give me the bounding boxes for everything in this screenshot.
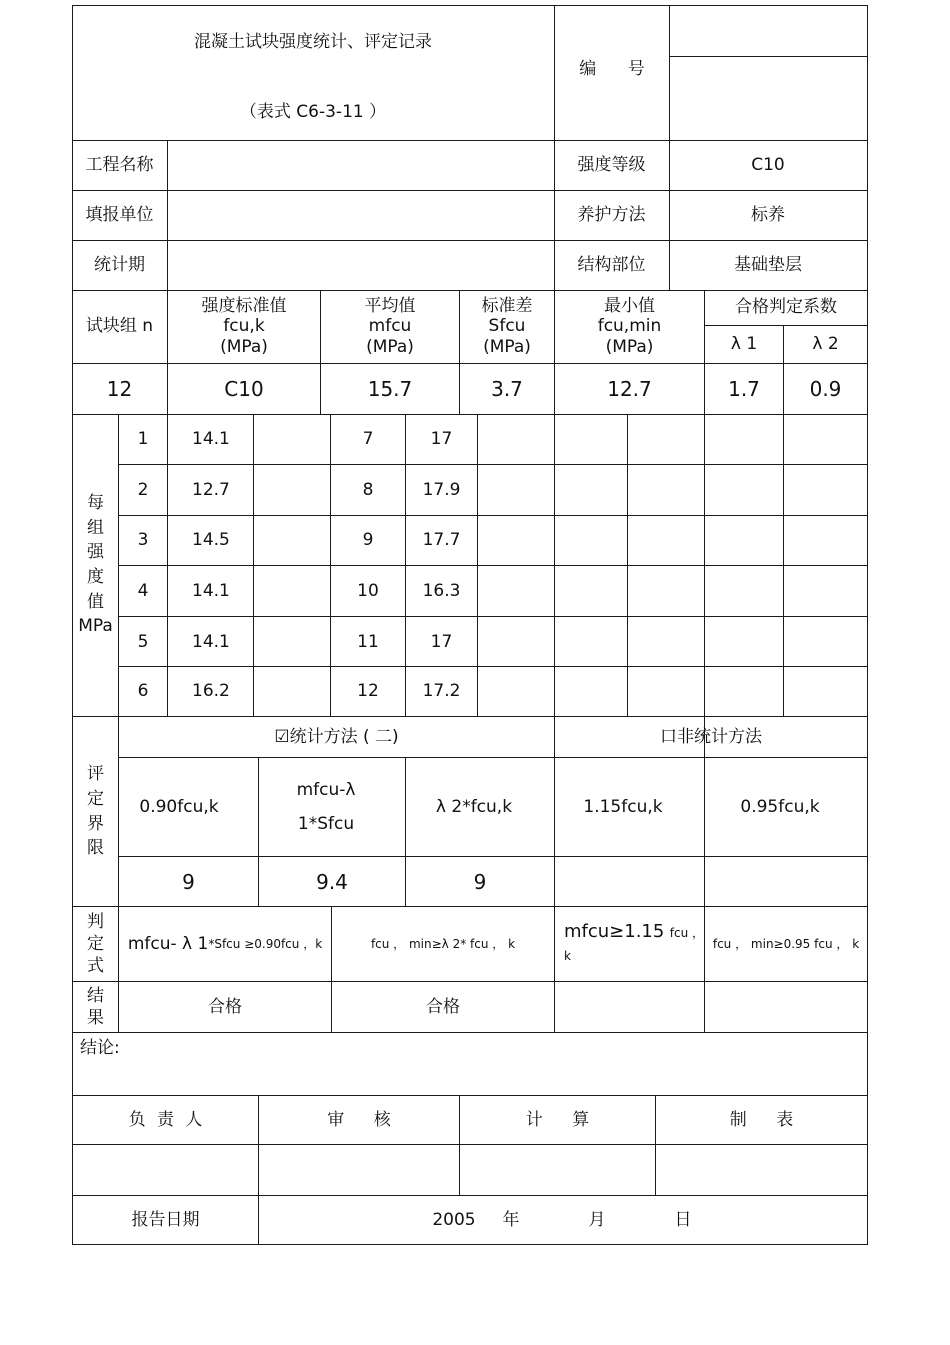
criteria-label-char: 界 <box>87 813 104 834</box>
number-label: 编 号 <box>579 58 645 79</box>
criteria-label-char: 定 <box>87 788 104 809</box>
conclusion-label: 结论: <box>80 1037 120 1058</box>
group-val-a: 14.1 <box>192 631 230 652</box>
criteria-label-char: 限 <box>87 838 104 859</box>
number-value <box>670 57 867 140</box>
statistical-method-option[interactable]: ☑统计方法 ( 二) <box>274 726 399 747</box>
tabulate-signature <box>656 1145 867 1195</box>
criteria-formula-3: λ 2*fcu,k <box>435 796 513 817</box>
criteria-formula-1: 0.90fcu,k <box>139 796 219 817</box>
group-strength-label-char: MPa <box>78 616 113 637</box>
group-no-b: 8 <box>362 479 374 500</box>
group-strength-label-char: 强 <box>87 542 104 563</box>
group-no-b: 12 <box>357 681 379 702</box>
group-no-a: 4 <box>137 580 149 601</box>
group-strength-label-char: 度 <box>87 567 104 587</box>
n-label: 试块组 n <box>85 316 154 337</box>
curing-method-value: 标养 <box>751 204 785 225</box>
result-1: 合格 <box>208 996 242 1017</box>
group-val-a: 12.7 <box>192 479 230 500</box>
criteria-formula-2-line: mfcu-λ <box>296 780 356 800</box>
criteria-formula-5: 0.95fcu,k <box>740 796 820 817</box>
formula-label <box>73 907 118 981</box>
group-strength-label-char: 组 <box>87 517 104 538</box>
judgement-formula-3 <box>555 907 704 981</box>
group-strength-label-char: 每 <box>87 493 104 514</box>
sfcu-label-line: Sfcu <box>488 316 526 337</box>
group-no-b: 7 <box>362 428 374 449</box>
report-day-unit: 日 <box>674 1209 692 1230</box>
report-year-unit: 年 <box>502 1209 520 1230</box>
group-no-b: 9 <box>362 530 374 551</box>
group-val-a: 14.1 <box>192 428 230 449</box>
result-4 <box>705 982 867 1032</box>
group-val-b: 17.9 <box>422 479 461 500</box>
fcuk-label-line: 强度标准值 <box>201 295 287 316</box>
fcuk-label-line: fcu,k <box>223 316 265 337</box>
report-month <box>530 1196 580 1244</box>
grid-line <box>72 1032 868 1033</box>
sfcu-label <box>460 290 554 363</box>
period-label: 统计期 <box>94 254 145 275</box>
form-code: （表式 C6-3-11 ） <box>239 101 387 122</box>
frame-bottom <box>72 1244 868 1245</box>
group-val-a: 14.1 <box>192 580 230 601</box>
lambda2-label: λ 2 <box>812 334 839 355</box>
criteria-formula-2 <box>259 758 405 856</box>
grid-line <box>253 414 254 716</box>
coefficient-label: 合格判定系数 <box>735 297 837 318</box>
group-val-a: 16.2 <box>192 681 230 702</box>
criteria-label-char: 评 <box>87 764 104 785</box>
group-no-a: 2 <box>137 479 149 500</box>
min-label-line: 最小值 <box>604 295 655 316</box>
mfcu-label-line: mfcu <box>368 316 412 337</box>
fcuk-value: C10 <box>224 377 264 401</box>
sfcu-label-line: (MPa) <box>483 336 531 357</box>
calc-label: 计 算 <box>525 1109 590 1130</box>
result-label <box>73 982 118 1032</box>
lambda1-label: λ 1 <box>730 334 758 355</box>
result-label-char: 果 <box>87 1008 104 1028</box>
group-val-b: 17.2 <box>422 681 461 702</box>
reporting-unit-label: 填报单位 <box>85 204 154 225</box>
structure-part-label: 结构部位 <box>577 254 646 275</box>
grid-line <box>627 414 628 716</box>
calc-signature <box>460 1145 655 1195</box>
group-val-a: 14.5 <box>192 530 230 551</box>
result-3 <box>555 982 704 1032</box>
criteria-value-1: 9 <box>182 869 195 894</box>
grid-line <box>477 414 478 716</box>
group-no-b: 11 <box>357 631 379 652</box>
conclusion-text <box>140 1036 860 1091</box>
judgement-formula-1 <box>119 907 331 981</box>
criteria-value-5 <box>705 857 867 906</box>
tabulate-label: 制 表 <box>729 1109 794 1130</box>
lambda1-value: 1.7 <box>728 377 760 401</box>
group-val-b: 16.3 <box>422 580 461 601</box>
report-month-unit: 月 <box>588 1209 606 1230</box>
min-label-line: fcu,min <box>597 316 662 337</box>
formula-label-char: 判 <box>87 911 104 932</box>
mfcu-label-line: 平均值 <box>364 295 416 316</box>
fcuk-label <box>168 290 320 363</box>
criteria-value-2: 9.4 <box>316 869 348 894</box>
reporting-unit-value <box>168 190 554 240</box>
judgement-formula-1-main: mfcu- λ 1 <box>127 933 209 954</box>
sfcu-value: 3.7 <box>491 377 523 401</box>
judgement-formula-3-main: mfcu≥1.15 <box>564 921 665 942</box>
report-date-label: 报告日期 <box>131 1209 200 1230</box>
lambda2-value: 0.9 <box>809 377 842 401</box>
formula-label-char: 式 <box>87 956 104 977</box>
judgement-formula-3-sub: fcu ， <box>669 926 704 940</box>
curing-method-label: 养护方法 <box>577 204 646 225</box>
min-label-line: (MPa) <box>605 336 654 357</box>
result-2: 合格 <box>426 996 460 1017</box>
criteria-formula-4: 1.15fcu,k <box>583 796 663 817</box>
criteria-label <box>73 717 118 906</box>
responsible-label: 负 责 人 <box>128 1109 203 1130</box>
grid-line <box>783 414 784 716</box>
n-value: 12 <box>106 377 133 401</box>
report-year: 2005 <box>432 1209 476 1230</box>
judgement-formula-2: fcu ， min≥λ 2* fcu ， k <box>370 936 516 951</box>
group-no-a: 1 <box>137 428 149 449</box>
frame-top <box>72 5 868 6</box>
project-name-value <box>168 140 554 190</box>
judgement-formula-3-tail: k <box>564 949 571 964</box>
min-label <box>555 290 704 363</box>
mfcu-label-line: (MPa) <box>366 336 414 357</box>
frame-right <box>867 5 868 1245</box>
criteria-formula-2-line: 1*Sfcu <box>297 814 355 834</box>
judgement-formula-4: fcu ， min≥0.95 fcu ， k <box>712 936 860 951</box>
grid-line <box>167 414 168 716</box>
formula-label-char: 定 <box>87 933 104 954</box>
mfcu-label <box>321 290 459 363</box>
fcuk-label-line: (MPa) <box>220 336 268 357</box>
strength-grade-label: 强度等级 <box>577 154 646 175</box>
sfcu-label-line: 标准差 <box>481 295 533 316</box>
strength-grade-value: C10 <box>751 154 785 175</box>
min-value: 12.7 <box>607 377 652 401</box>
judgement-formula-1-sub: *Sfcu ≥0.90fcu ，k <box>208 936 323 951</box>
group-val-b: 17 <box>430 631 453 652</box>
group-no-a: 5 <box>137 631 149 652</box>
review-signature <box>259 1145 459 1195</box>
group-val-b: 17 <box>430 428 453 449</box>
result-label-char: 结 <box>87 985 104 1006</box>
criteria-value-3: 9 <box>473 869 487 894</box>
project-name-label: 工程名称 <box>85 154 154 175</box>
period-value <box>168 240 554 290</box>
judgement-formula-3-wrap <box>564 920 704 967</box>
group-strength-label-char: 值 <box>87 591 104 612</box>
form-title: 混凝土试块强度统计、评定记录 <box>194 31 432 52</box>
responsible-signature <box>73 1145 258 1195</box>
criteria-value-4 <box>555 857 704 906</box>
group-no-b: 10 <box>357 580 379 601</box>
review-label: 审 核 <box>327 1109 391 1130</box>
structure-part-value: 基础垫层 <box>734 254 802 275</box>
group-no-a: 3 <box>137 530 149 551</box>
group-strength-label <box>73 414 118 716</box>
report-day <box>616 1196 666 1244</box>
non-statistical-method-option[interactable]: 口非统计方法 <box>660 726 762 747</box>
group-no-a: 6 <box>137 681 149 702</box>
group-val-b: 17.7 <box>422 530 461 551</box>
mfcu-value: 15.7 <box>367 377 413 401</box>
